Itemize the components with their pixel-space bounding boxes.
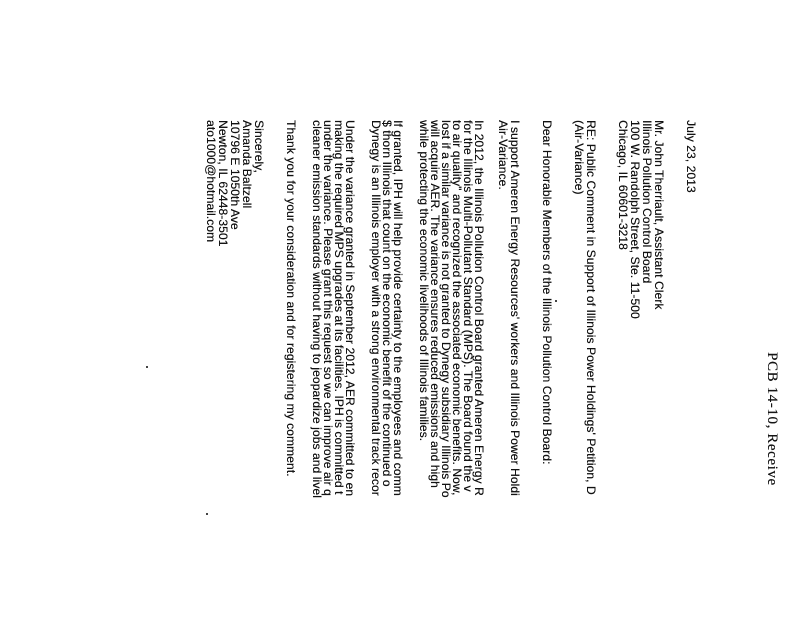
para2-line: for the Illinois Multi-Pollutant Standard (MPS). The Board found the v (461, 120, 475, 492)
salutation: Dear Honorable Members of the Illinois Pollution Control Board: (540, 120, 554, 465)
recipient-name: Mr. John Therriault, Assistant Clerk (652, 120, 666, 310)
recipient-org: Illinois Pollution Control Board (640, 120, 654, 284)
para2-line: lost if a similar variance is not granted to Dynegy subsidiary Illinois Po (439, 120, 453, 498)
signer-email: ato1000@hotmail.com (204, 120, 218, 243)
docket-stamp: PCB 14-10, Receive (764, 352, 780, 486)
scan-speck (146, 366, 148, 368)
scan-speck (555, 300, 557, 302)
scan-speck (206, 513, 208, 515)
para2-line: will acquire AER. The variance ensures reduced emissions and high (428, 120, 442, 488)
para4-line: Under the variance granted in September 2012, AER committed to en (343, 120, 357, 497)
para2-line: to air quality" and recognized the associated economic benefits. Now, (450, 120, 464, 496)
re-line-2: (Air-Variance) (572, 120, 586, 195)
para2-line: In 2012, the Illinois Pollution Control Board granted Ameren Energy R (472, 120, 486, 496)
para1-line: Air-Variance. (496, 120, 510, 190)
signer-street: 10796 E 1050th Ave (228, 120, 242, 230)
thanks-line: Thank you for your consideration and for registering my comment. (284, 120, 298, 477)
para3-line: $ thorn Illinois that count on the economic benefit of the continued o (380, 120, 394, 487)
para4-line: making the required MPS upgrades at its facilities. IPH is committed t (332, 120, 346, 495)
para4-line: cleaner emission standards without having to jeopardize jobs and livel (310, 120, 324, 498)
closing-valediction: Sincerely, (252, 120, 266, 173)
re-line-1: RE: Public Comment in Support of Illinois Power Holdings' Petition, D (584, 120, 598, 495)
letter-date: July 23, 2013 (684, 120, 698, 193)
para1-line: I support Ameren Energy Resources' workers and Illinois Power Holdi (508, 120, 522, 496)
recipient-street: 100 W. Randolph Street, Ste. 11-500 (628, 120, 642, 319)
para4-line: under the variance. Please grant this request so we can improve air q (321, 120, 335, 496)
para3-line: Dynegy is an Illinois employer with a strong environmental track recor (369, 120, 383, 496)
para3-line: If granted, IPH will help provide certainty to the employees and comm (391, 120, 405, 496)
signer-name: Amanda Baltzell (240, 120, 254, 209)
para2-line: while protecting the economic livelihoods of Illinois families. (417, 120, 431, 442)
signer-city: Newton, IL 62448-3501 (216, 120, 230, 247)
recipient-city: Chicago, IL 60601-3218 (616, 120, 630, 250)
